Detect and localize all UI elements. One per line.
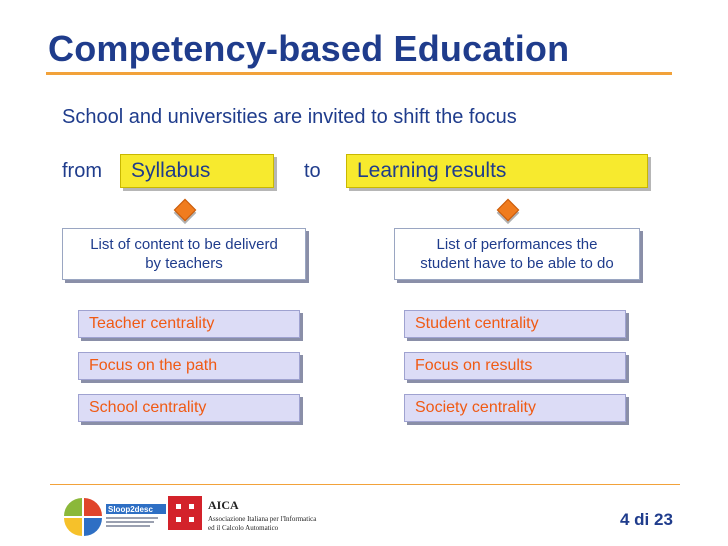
left-item-focus-on-path: Focus on the path [78, 352, 300, 380]
left-description-box [62, 228, 306, 280]
right-item-focus-on-results: Focus on results [404, 352, 626, 380]
right-description-line2: student have to be able to do [420, 255, 614, 272]
aica-line2: ed il Calcolo Automatico [208, 524, 279, 532]
right-diamond-icon [497, 199, 520, 222]
from-label: from [62, 160, 102, 182]
learning-results-box: Learning results [346, 154, 648, 188]
left-item-teacher-centrality: Teacher centrality [78, 310, 300, 338]
syllabus-box: Syllabus [120, 154, 274, 188]
left-description-line2: by teachers [145, 255, 223, 272]
right-item-student-centrality: Student centrality [404, 310, 626, 338]
sloop2desc-logo [62, 494, 180, 540]
intro-text: School and universities are invited to shift the focus [62, 106, 517, 128]
right-description-line1: List of performances the [436, 236, 598, 253]
to-label: to [304, 160, 321, 182]
aica-name: AICA [208, 498, 239, 512]
footer-divider [50, 484, 680, 485]
title-underline [46, 72, 672, 75]
aica-line1: Associazione Italiana per l'Informatica [208, 515, 317, 523]
page-number: 4 di 23 [620, 510, 673, 529]
left-description-line1: List of content to be deliverd [90, 236, 278, 253]
right-description-box [394, 228, 640, 280]
aica-logo [168, 490, 328, 540]
slide-title: Competency-based Education [48, 28, 570, 69]
right-item-society-centrality: Society centrality [404, 394, 626, 422]
left-diamond-icon [174, 199, 197, 222]
sloop2desc-logo-text: Sloop2desc [108, 505, 153, 514]
left-item-school-centrality: School centrality [78, 394, 300, 422]
